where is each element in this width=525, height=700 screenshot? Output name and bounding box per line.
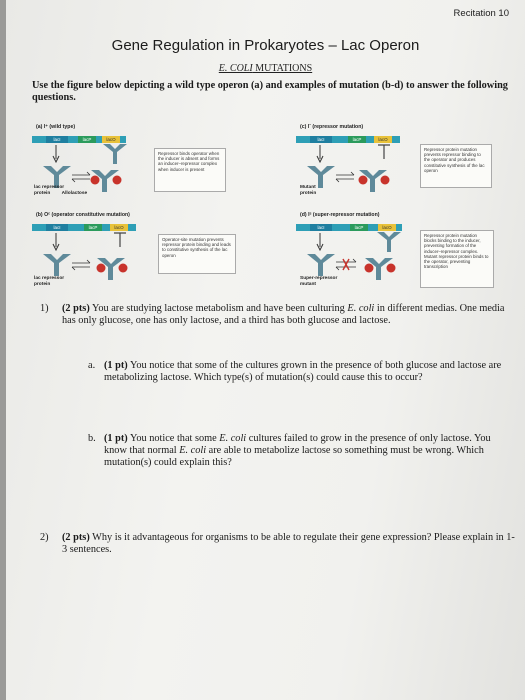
repressor-protein-icon (40, 252, 74, 278)
panel-d-annot: Super-repressor mutant (300, 276, 338, 287)
blocked-t-icon (114, 232, 126, 248)
recitation-number: Recitation 10 (453, 8, 509, 19)
arrow-icon (317, 145, 323, 165)
equilibrium-arrows-icon (72, 172, 92, 182)
equilibrium-arrows-icon (72, 260, 92, 270)
question-1a: a. (1 pt) You notice that some of the cultures grown in the presence of both glucose and lactose are metabolizing lactose. Which type(s) of mutation(s) could cause this to occur? (88, 360, 502, 384)
arrow-icon (53, 145, 59, 165)
panel-d-caption: Repressor protein mutation blocks binding to the inducer, preventing formation of the inducer–repressor complex. Mutant repressor protein binds to the operator, preventing transcription (420, 230, 494, 288)
subtitle-organism: E. COLI (218, 63, 253, 74)
panel-c (296, 122, 516, 204)
panel-d (296, 210, 516, 300)
panel-c-label: (c) Iˉ (repressor mutation) (300, 124, 364, 130)
blocked-x-arrows-icon (336, 259, 360, 271)
page-title: Gene Regulation in Prokaryotes – Lac Operon (111, 37, 420, 54)
inducer-complex-icon (362, 256, 402, 282)
panel-a-caption: Repressor binds operator when the inducer is absent and forms an inducer–repressor complex when inducer is present (154, 148, 226, 192)
instructions: Use the figure below depicting a wild type operon (a) and examples of mutation (b-d) to answer the following questions. (32, 80, 508, 103)
panel-b-annot: lac repressor protein (34, 276, 65, 287)
gene-lacp: lacP (350, 224, 368, 231)
gene-laco: lacO (102, 136, 120, 143)
panel-b-caption: Operator-site mutation prevents repressor protein binding and leads to constitutive synthesis of the lac operon (158, 234, 236, 274)
question-1b-letter: b. (88, 433, 96, 444)
gene-laco: lacO (378, 224, 396, 231)
question-1: 1) (2 pts) You are studying lactose metabolism and have been culturing E. coli in different medias. One media has only glucose, one has only lactose, and a third has both glucose and lactose. (40, 303, 505, 327)
question-1a-points: (1 pt) (104, 360, 128, 371)
gene-laci: lacI (310, 224, 332, 231)
dna-strand (32, 224, 136, 231)
gene-laco: lacO (374, 136, 392, 143)
panel-c-annot: Mutant protein (300, 185, 317, 196)
gene-laco: lacO (110, 224, 128, 231)
gene-laci: lacI (46, 136, 68, 143)
question-1a-letter: a. (88, 360, 96, 371)
panel-b (32, 210, 267, 300)
gene-lacp: lacP (84, 224, 102, 231)
panel-c-caption: Repressor protein mutation prevents repressor binding to the operator and produces constitutive synthesis of the lac operon (420, 144, 492, 188)
question-1b: b. (1 pt) You notice that some E. coli cultures failed to grow in the presence of only lactose. You know that normal E. coli are able to metabolize lactose so something must be wrong. Which mutation(s) could explain this? (88, 433, 491, 469)
gene-laci: lacI (46, 224, 68, 231)
question-1-number: 1) (40, 303, 49, 314)
inducer-complex-icon (356, 168, 396, 194)
gene-lacp: lacP (348, 136, 366, 143)
gene-lacp: lacP (78, 136, 96, 143)
question-1b-points: (1 pt) (104, 433, 128, 444)
repressor-bound-icon (100, 142, 130, 166)
question-1-points: (2 pts) (62, 303, 90, 314)
question-2-points: (2 pts) (62, 532, 90, 543)
super-repressor-icon (304, 252, 338, 278)
question-2: 2) (2 pts) Why is it advantageous for organisms to be able to regulate their gene expression? Please explain in 1-3 sentences. (40, 532, 515, 556)
arrow-icon (53, 233, 59, 253)
blocked-t-icon (378, 144, 390, 160)
page-subtitle (6, 63, 525, 74)
equilibrium-arrows-icon (336, 172, 356, 182)
subtitle-rest: MUTATIONS (252, 63, 313, 74)
question-2-number: 2) (40, 532, 49, 543)
panel-a (32, 122, 267, 204)
worksheet-page (6, 0, 525, 700)
dna-strand (296, 136, 400, 143)
gene-laci: lacI (310, 136, 332, 143)
repressor-bound-icon (374, 230, 404, 254)
inducer-complex-icon (88, 168, 128, 194)
panel-d-label: (d) Iˢ (super-repressor mutation) (300, 212, 380, 218)
panel-a-annot: lac repressor protein Allolactose (34, 185, 88, 196)
arrow-icon (317, 233, 323, 253)
inducer-complex-icon (94, 256, 134, 282)
lac-operon-figure (28, 122, 518, 302)
panel-a-label: (a) I⁺ (wild type) (36, 124, 76, 130)
panel-b-label: (b) Oᶜ (operator constitutive mutation) (36, 212, 130, 218)
